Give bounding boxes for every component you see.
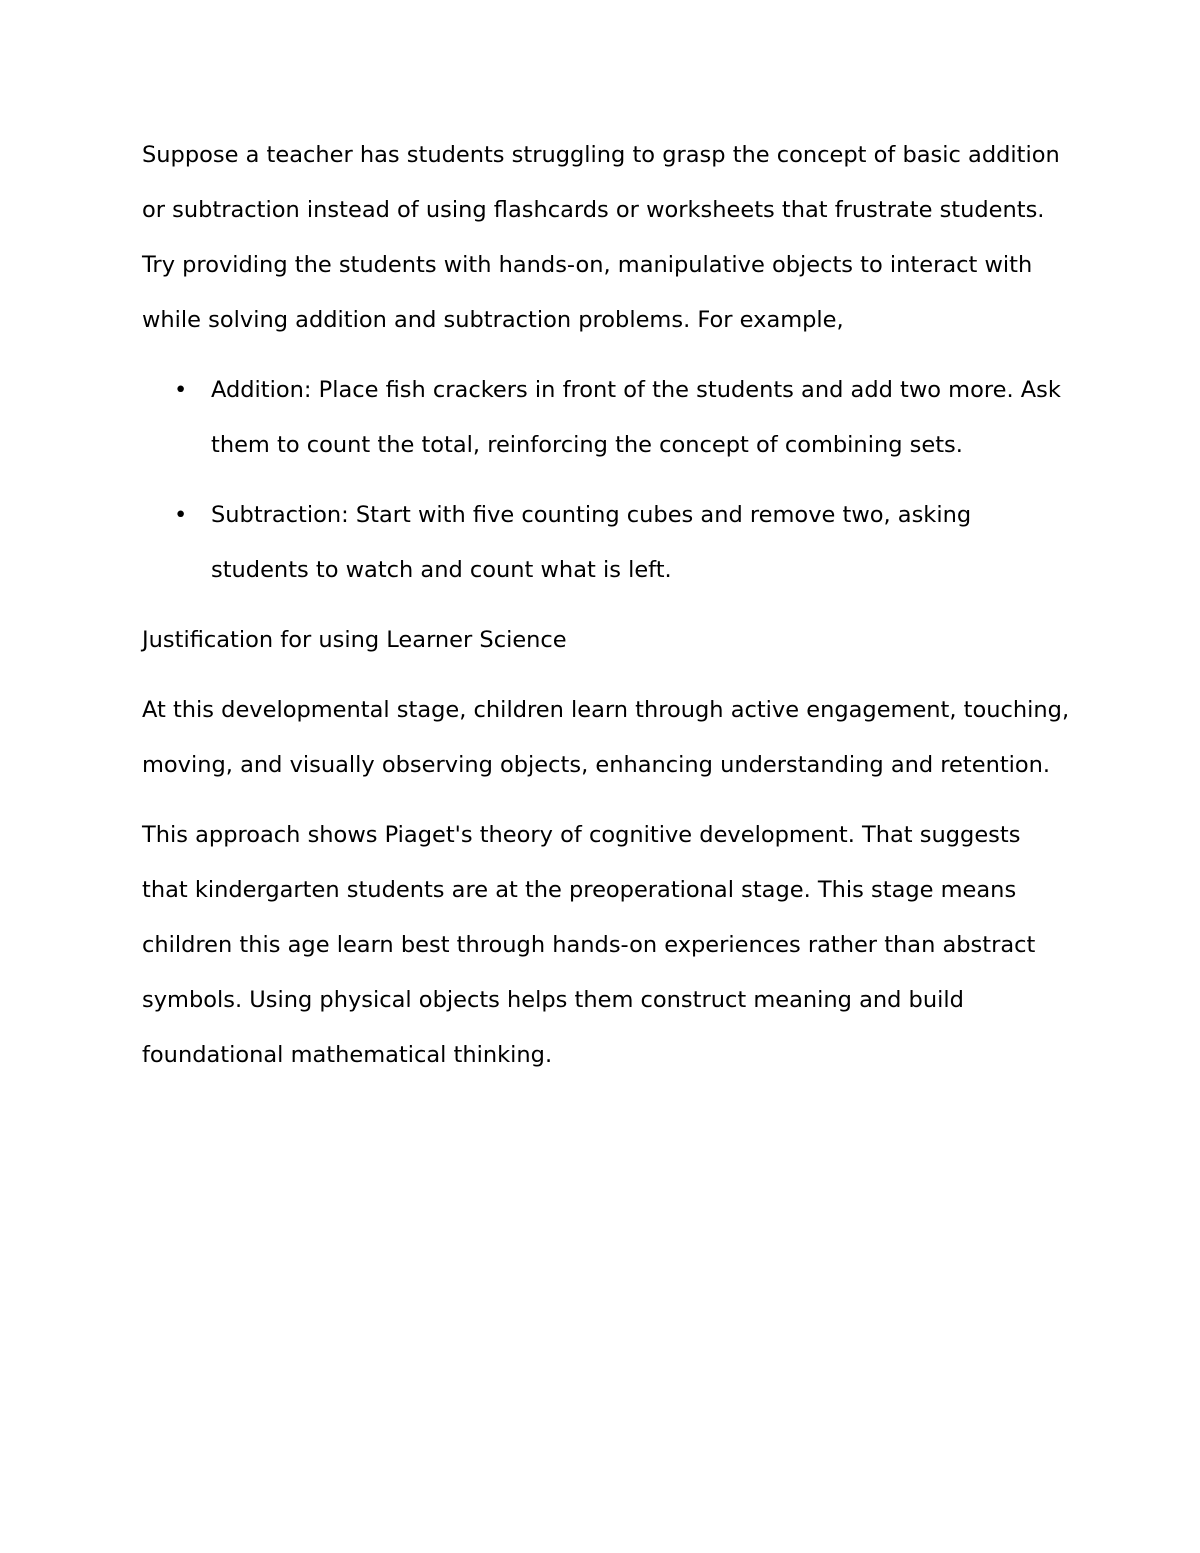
bullet-marker: • — [174, 377, 188, 403]
document-body — [142, 128, 1072, 1098]
section-heading: Justification for using Learner Science — [142, 627, 567, 653]
example-bullet-list — [142, 363, 1072, 598]
list-item-text: Addition: Place fish crackers in front of the students and add two more. Ask them to count the total, reinforcing the concept of combining sets. — [211, 377, 1061, 458]
intro-paragraph: Suppose a teacher has students struggling to grasp the concept of basic addition or subtraction instead of using flashcards or worksheets that frustrate students. Try providing the students with hands-on, manipulative objects to interact with while solving addition and subtraction problems. For example, — [142, 142, 1060, 333]
list-item-addition — [142, 363, 1072, 473]
list-item-subtraction — [142, 488, 1072, 598]
bullet-marker: • — [174, 502, 188, 528]
piaget-paragraph: This approach shows Piaget's theory of cognitive development. That suggests that kindergarten students are at the preoperational stage. This stage means children this age learn best through hands-on experiences rather than abstract symbols. Using physical objects helps them construct meaning and build foundational mathematical thinking. — [142, 822, 1036, 1068]
list-item-text: Subtraction: Start with five counting cubes and remove two, asking students to watch and count what is left. — [211, 502, 972, 583]
justification-paragraph: At this developmental stage, children learn through active engagement, touching, moving, and visually observing objects, enhancing understanding and retention. — [142, 697, 1070, 778]
